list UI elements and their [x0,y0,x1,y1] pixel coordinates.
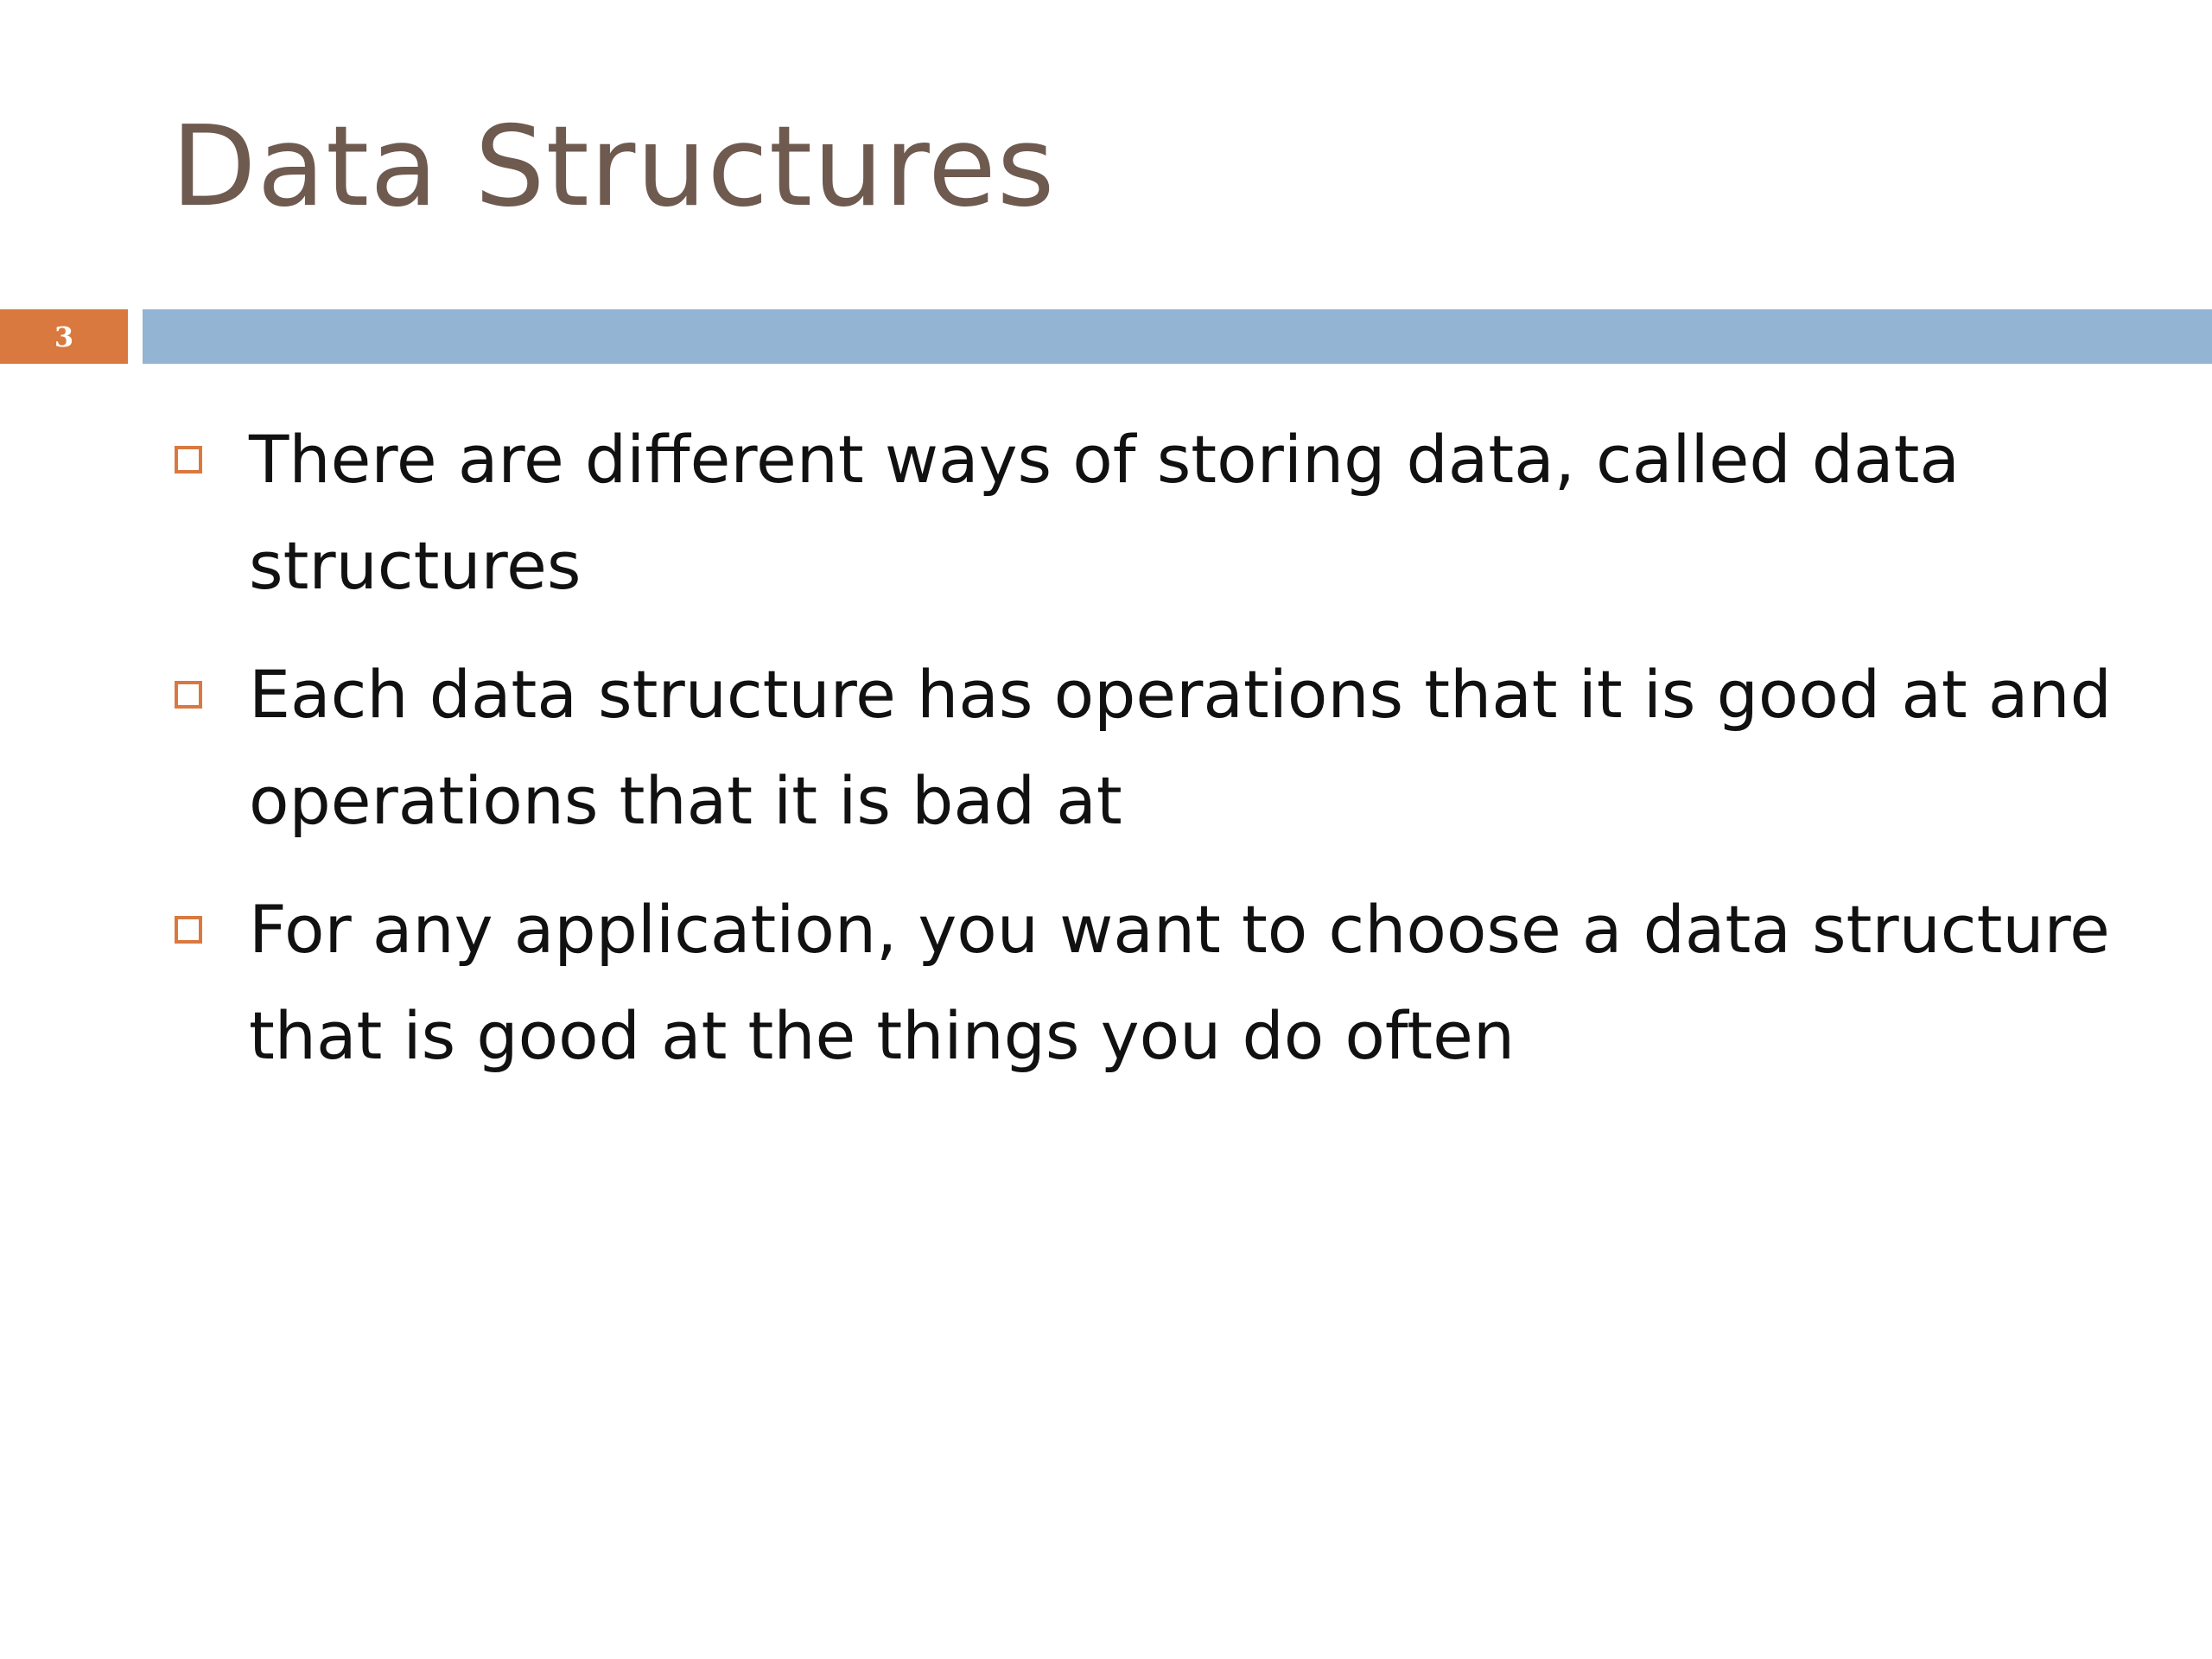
bullet-text: For any application, you want to choose a data structure that is good at the things you do often [249,891,2110,1074]
bullet-item [171,876,2115,1089]
slide-number: 3 [54,320,74,353]
bullet-item [171,641,2115,854]
bullet-item [171,406,2115,619]
hollow-square-bullet-icon [175,446,202,474]
hollow-square-bullet-icon [175,916,202,944]
slide-number-badge [0,309,128,364]
bullet-text: There are different ways of storing data, called data structures [249,421,1960,604]
slide-title: Data Structures [171,103,1056,232]
hollow-square-bullet-icon [175,681,202,709]
bullet-text: Each data structure has operations that it is good at and operations that it is bad at [249,656,2112,839]
title-divider-bar [143,309,2212,364]
bullet-list [171,406,2115,1111]
